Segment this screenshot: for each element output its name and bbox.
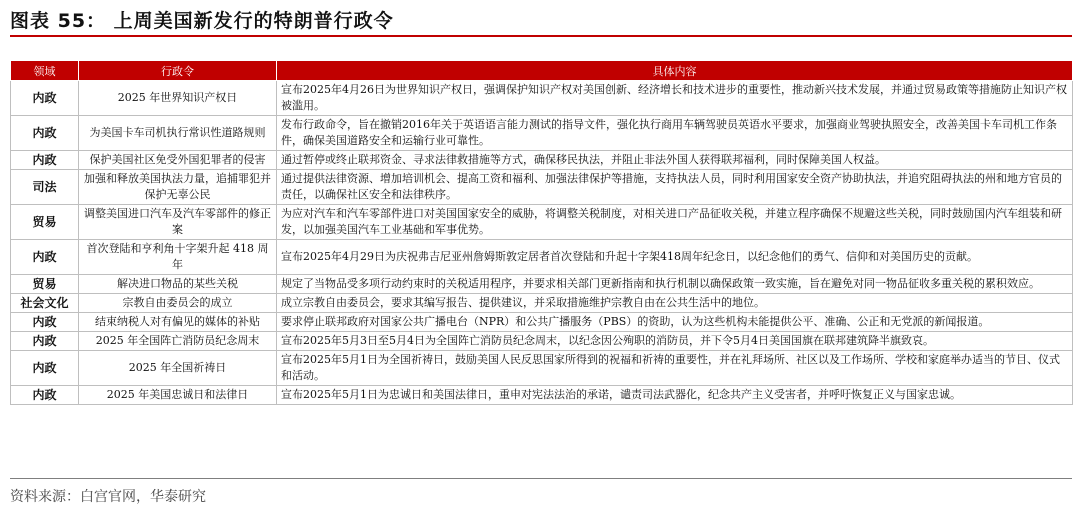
table-row: [11, 386, 1073, 405]
order-cell: 结束纳税人对有偏见的媒体的补贴: [79, 313, 277, 332]
domain-cell: 内政: [11, 151, 79, 170]
order-cell: 2025 年全国阵亡消防员纪念周末: [79, 332, 277, 351]
detail-cell: 发布行政命令，旨在撤销2016年关于英语语言能力测试的指导文件，强化执行商用车辆驾驶员英语水平要求，加强商业驾驶执照安全，改善美国卡车司机工作条件，确保美国道路安全和运输行业可靠性。: [277, 116, 1073, 151]
table-row: [11, 313, 1073, 332]
order-cell: 解决进口物品的某些关税: [79, 275, 277, 294]
header-detail: 具体内容: [277, 61, 1073, 81]
domain-cell: 司法: [11, 170, 79, 205]
detail-cell: 宣布2025年5月3日至5月4日为全国阵亡消防员纪念周末，以纪念因公殉职的消防员，并下令5月4日美国国旗在联邦建筑降半旗致哀。: [277, 332, 1073, 351]
table-row: [11, 170, 1073, 205]
domain-cell: 内政: [11, 81, 79, 116]
detail-cell: 宣布2025年4月26日为世界知识产权日，强调保护知识产权对美国创新、经济增长和技术进步的重要性，推动新兴技术发展，并通过贸易政策等措施防止知识产权被滥用。: [277, 81, 1073, 116]
detail-cell: 为应对汽车和汽车零部件进口对美国国家安全的威胁，将调整关税制度，对相关进口产品征收关税，并建立程序确保不规避这些关税，同时鼓励国内汽车组装和研发，以加强美国汽车工业基础和军事优势。: [277, 205, 1073, 240]
executive-orders-table: [10, 60, 1073, 405]
table-row: [11, 351, 1073, 386]
domain-cell: 内政: [11, 351, 79, 386]
header-domain: 领域: [11, 61, 79, 81]
header-order: 行政令: [79, 61, 277, 81]
title-bar: [0, 0, 1080, 40]
table-row: [11, 81, 1073, 116]
table-row: [11, 294, 1073, 313]
order-cell: 调整美国进口汽车及汽车零部件的修正案: [79, 205, 277, 240]
order-cell: 2025 年全国祈祷日: [79, 351, 277, 386]
source-note: 资料来源：白宫官网，华泰研究: [10, 489, 206, 505]
executive-orders-table-wrap: [10, 60, 1072, 405]
detail-cell: 要求停止联邦政府对国家公共广播电台（NPR）和公共广播服务（PBS）的资助，认为这些机构未能提供公平、准确、公正和无党派的新闻报道。: [277, 313, 1073, 332]
order-cell: 保护美国社区免受外国犯罪者的侵害: [79, 151, 277, 170]
footer-divider: [10, 478, 1072, 479]
order-cell: 2025 年美国忠诚日和法律日: [79, 386, 277, 405]
detail-cell: 成立宗教自由委员会，要求其编写报告、提供建议，并采取措施维护宗教自由在公共生活中的地位。: [277, 294, 1073, 313]
table-row: [11, 275, 1073, 294]
domain-cell: 内政: [11, 313, 79, 332]
table-header-row: [11, 61, 1073, 81]
order-cell: 宗教自由委员会的成立: [79, 294, 277, 313]
detail-cell: 宣布2025年5月1日为全国祈祷日，鼓励美国人民反思国家所得到的祝福和祈祷的重要性，并在礼拜场所、社区以及工作场所、学校和家庭举办适当的节目、仪式和活动。: [277, 351, 1073, 386]
table-row: [11, 151, 1073, 170]
table-row: [11, 240, 1073, 275]
detail-cell: 宣布2025年4月29日为庆祝弗吉尼亚州詹姆斯敦定居者首次登陆和升起十字架418周年纪念日，以纪念他们的勇气、信仰和对美国历史的贡献。: [277, 240, 1073, 275]
domain-cell: 内政: [11, 240, 79, 275]
order-cell: 加强和释放美国执法力量，追捕罪犯并保护无辜公民: [79, 170, 277, 205]
order-cell: 2025 年世界知识产权日: [79, 81, 277, 116]
order-cell: 首次登陆和亨利角十字架升起 418 周年: [79, 240, 277, 275]
detail-cell: 规定了当物品受多项行动约束时的关税适用程序，并要求相关部门更新指南和执行机制以确保政策一致实施，旨在避免对同一物品征收多重关税的累积效应。: [277, 275, 1073, 294]
domain-cell: 贸易: [11, 205, 79, 240]
order-cell: 为美国卡车司机执行常识性道路规则: [79, 116, 277, 151]
page-title: 图表 55： 上周美国新发行的特朗普行政令: [10, 10, 394, 32]
table-row: [11, 116, 1073, 151]
domain-cell: 内政: [11, 116, 79, 151]
detail-cell: 宣布2025年5月1日为忠诚日和美国法律日，重申对宪法法治的承诺，谴责司法武器化，纪念共产主义受害者，并呼吁恢复正义与国家忠诚。: [277, 386, 1073, 405]
table-row: [11, 205, 1073, 240]
detail-cell: 通过暂停或终止联邦资金、寻求法律救措施等方式，确保移民执法，并阻止非法外国人获得联邦福利，同时保障美国人权益。: [277, 151, 1073, 170]
detail-cell: 通过提供法律资源、增加培训机会、提高工资和福利、加强法律保护等措施，支持执法人员，同时利用国家安全资产协助执法，并追究阻碍执法的州和地方官员的责任，以确保社区安全和法律秩序。: [277, 170, 1073, 205]
table-row: [11, 332, 1073, 351]
domain-cell: 内政: [11, 332, 79, 351]
title-divider: [10, 35, 1072, 37]
domain-cell: 内政: [11, 386, 79, 405]
domain-cell: 社会文化: [11, 294, 79, 313]
domain-cell: 贸易: [11, 275, 79, 294]
